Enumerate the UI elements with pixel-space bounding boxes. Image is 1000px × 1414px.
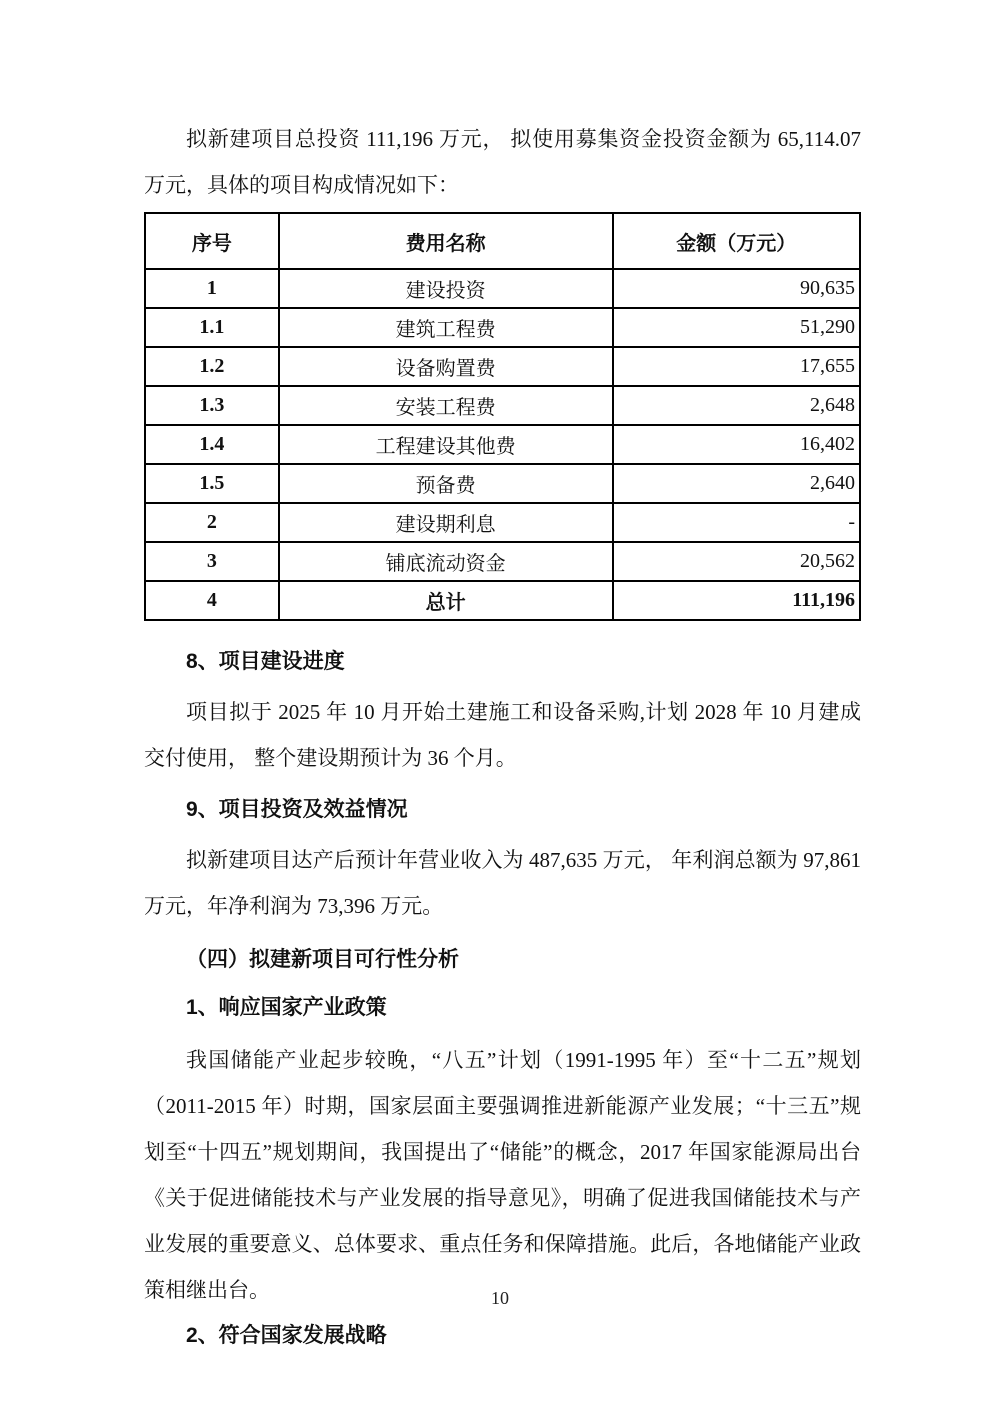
section-heading-2: 2、符合国家发展战略 (186, 1324, 387, 1347)
row-amount: 2,640 (613, 464, 860, 503)
section-paragraph-1: 我国储能产业起步较晚，“八五”计划（1991-1995 年）至“十二五”规划（2011-2015 年）时期，国家层面主要强调推进新能源产业发展；“十三五”规划至“十四五”规划期间，我国提出了“储能”的概念，2017 年国家能源局出台《关于促进储能技术与产业发展的指导意见》，明确了促进我国储能技术与产业发展的重要意义、总体要求、重点任务和保障措施。此后，各地储能产业政策相继出台。 (144, 1048, 861, 1302)
table-row (145, 269, 860, 308)
row-amount: 20,562 (613, 542, 860, 581)
section-heading-four: （四）拟建新项目可行性分析 (186, 948, 459, 971)
column-header-no: 序号 (145, 213, 279, 269)
section-paragraph-8: 项目拟于 2025 年 10 月开始土建施工和设备采购,计划 2028 年 10 月建成交付使用， 整个建设期预计为 36 个月。 (144, 700, 861, 770)
row-no: 1.2 (145, 347, 279, 386)
row-name: 建设投资 (279, 269, 613, 308)
table-row (145, 347, 860, 386)
page-number: 10 (491, 1288, 509, 1308)
table-header-row (145, 213, 860, 269)
table-row (145, 503, 860, 542)
table-row (145, 386, 860, 425)
row-name: 建筑工程费 (279, 308, 613, 347)
row-no: 2 (145, 503, 279, 542)
row-no: 4 (145, 581, 279, 620)
row-no: 1.5 (145, 464, 279, 503)
row-no: 1.4 (145, 425, 279, 464)
section-heading-1: 1、响应国家产业政策 (186, 996, 387, 1019)
table-row-total (145, 581, 860, 620)
row-no: 1 (145, 269, 279, 308)
column-header-amount: 金额（万元） (613, 213, 860, 269)
row-amount: 16,402 (613, 425, 860, 464)
project-cost-table (144, 212, 861, 621)
row-no: 3 (145, 542, 279, 581)
row-amount: 17,655 (613, 347, 860, 386)
row-amount: 2,648 (613, 386, 860, 425)
table-row (145, 542, 860, 581)
page-content (144, 0, 861, 1349)
row-name: 铺底流动资金 (279, 542, 613, 581)
intro-paragraph: 拟新建项目总投资 111,196 万元， 拟使用募集资金投资金额为 65,114.07 万元，具体的项目构成情况如下： (144, 127, 861, 197)
row-name: 建设期利息 (279, 503, 613, 542)
table-row (145, 464, 860, 503)
row-amount: 90,635 (613, 269, 860, 308)
row-name: 总计 (279, 581, 613, 620)
section-paragraph-9: 拟新建项目达产后预计年营业收入为 487,635 万元， 年利润总额为 97,861 万元，年净利润为 73,396 万元。 (144, 848, 861, 918)
table-row (145, 308, 860, 347)
row-amount: 111,196 (613, 581, 860, 620)
row-no: 1.1 (145, 308, 279, 347)
row-name: 安装工程费 (279, 386, 613, 425)
row-name: 设备购置费 (279, 347, 613, 386)
row-no: 1.3 (145, 386, 279, 425)
row-amount: - (613, 503, 860, 542)
row-amount: 51,290 (613, 308, 860, 347)
row-name: 预备费 (279, 464, 613, 503)
section-heading-9: 9、项目投资及效益情况 (186, 798, 408, 821)
row-name: 工程建设其他费 (279, 425, 613, 464)
section-heading-8: 8、项目建设进度 (186, 650, 345, 673)
table-row (145, 425, 860, 464)
column-header-name: 费用名称 (279, 213, 613, 269)
